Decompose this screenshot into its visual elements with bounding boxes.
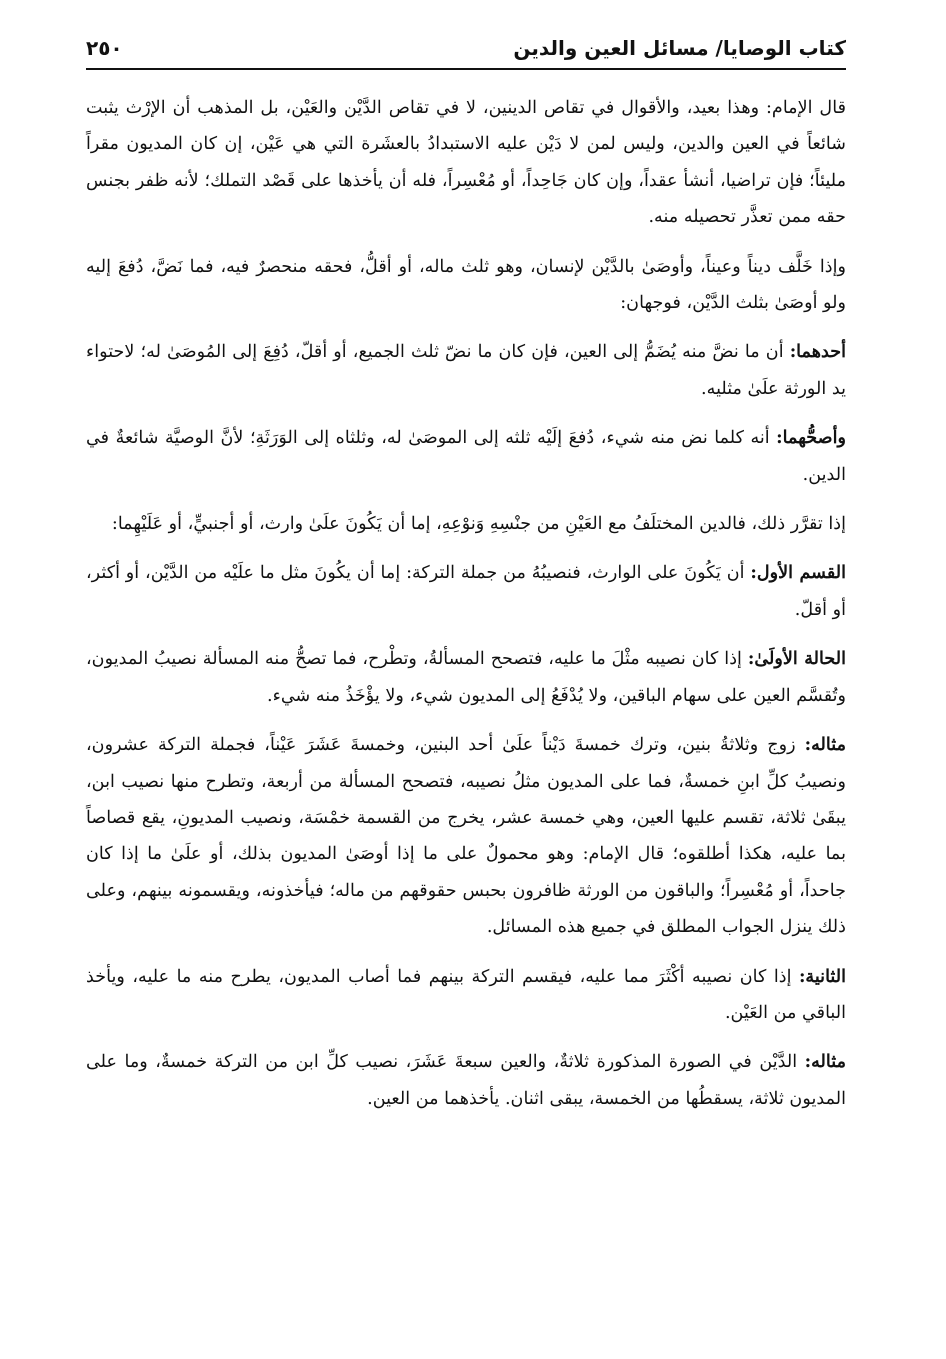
paragraph-text: إذا كان نصيبه أكْثَرَ مما عليه، فيقسم التركة بينهم فما أصاب المديون، يطرح منه ما عليه، ويأخذ الباقي من العَيْن. — [86, 966, 846, 1023]
paragraph-lead: مثاله: — [804, 1051, 846, 1073]
paragraph-lead: القسم الأول: — [750, 562, 847, 584]
paragraph-first-example — [86, 727, 846, 945]
paragraph-text: أن ما نضَّ منه يُضَمُّ إلى العين، فإن كان ما نضّ ثلث الجميع، أو أقلّ، دُفِعَ إلى المُوصَىٰ له؛ لاحتواء يد الورثة علَىٰ مثليه. — [86, 342, 846, 399]
paragraph-lead: وأصحُّهما: — [776, 427, 846, 449]
running-title: كتاب الوصايا/ مسائل العين والدين — [513, 36, 846, 60]
paragraph-text: زوج وثلاثةُ بنين، وترك خمسةَ دَيْناً علَىٰ أحد البنين، وخمسةَ عَشَرَ عَيْناً، فجملة التركة عشرون، ونصيبُ كلِّ ابنِ خمسةٌ، فما على المديون مثلُ نصيبه، فتصحح المسألة من أربعة، وتطرح منها نصيب ابن، يبقَىٰ ثلاثة، تقسم عليها العين، وهي خمسة عشر، يخرج من القسمة خمْسَة، ونصيب المديونِ، يقع قصاصاً بما عليه، هكذا أطلقوه؛ قال الإمام: وهو محمولٌ على ما إذا أوصَىٰ المديون بذلك، أو علَىٰ ما إذا كان جاحداً، أو مُعْسِراً؛ والباقون من الورثة ظافرون بحبس حقوقهم من ماله؛ فيأخذونه، ويقسمونه بينهم، وعلى ذلك ينزل الجواب المطلق في جميع هذه المسائل. — [86, 735, 846, 938]
paragraph-lead: مثاله: — [804, 734, 846, 756]
paragraph-division — [86, 506, 846, 542]
paragraph-text: إذا تقرَّر ذلك، فالدين المختلَفُ مع العَيْنِ من جنْسِهِ وَنوْعِهِ، إما أن يَكُونَ علَىٰ وارث، أو أجنبيٍّ، أو عَلَيْهِما: — [111, 514, 846, 535]
book-page — [86, 28, 846, 1328]
paragraph-text: أنه كلما نض منه شيء، دُفعَ إلَيْه ثلثه إلى الموصَىٰ له، وثلثاه إلى الوَرَثَةِ؛ لأنَّ الوصيَّة شائعةٌ في الدين. — [86, 428, 846, 485]
paragraph-first-case — [86, 641, 846, 714]
paragraph-imam-opinion — [86, 90, 846, 236]
paragraph-text: قال الإمام: وهذا بعيد، والأقوال في تقاص الدينين، لا في تقاص الدَّيْن والعَيْن، بل المذهب أن الإرْث يثبت شائعاً في العين والدين، وليس لمن لا دَيْن عليه الاستبدادُ بالعشَرة التي هي عَيْن، إن كان المديون مقراً مليئاً؛ فإن تراضيا، أنشأ عقداً، وإن كان جَاحِداً، أو مُعْسِراً، فله أن يأخذها على قَصْد التملك؛ لأنه ظفر بجنس حقه ممن تعذَّر تحصيله منه. — [86, 98, 846, 228]
paragraph-lead: الثانية: — [798, 965, 846, 987]
paragraph-lead: أحدهما: — [789, 341, 846, 363]
paragraph-first-section — [86, 555, 846, 628]
paragraph-text: أن يَكُونَ على الوارث، فنصيبُهُ من جملة التركة: إما أن يكُونَ مثل ما علَيْه من الدَّيْن، أو أكثر، أو أقلّ. — [86, 563, 846, 620]
running-header — [86, 28, 846, 70]
paragraph-text: وإذا خَلَّف ديناً وعيناً، وأوصَىٰ بالدَّيْن لإنسان، وهو ثلث ماله، أو أقلُّ، فحقه منحصرٌ فيه، فما نَضَّ، دُفعَ إليه ولو أوصَىٰ بثلث الدَّيْن، فوجهان: — [86, 256, 846, 314]
body-text — [86, 90, 846, 1117]
paragraph-second-view — [86, 420, 846, 493]
paragraph-text: الدَّيْن في الصورة المذكورة ثلاثةٌ، والعين سبعةَ عَشَرَ، نصيب كلِّ ابن من التركة خمسةٌ، وما على المديون ثلاثة، يسقطُها من الخمسة، يبقى اثنان. يأخذهما من العين. — [86, 1052, 846, 1109]
paragraph-second-example — [86, 1044, 846, 1117]
paragraph-first-view — [86, 334, 846, 407]
paragraph-text: إذا كان نصيبه مثْلَ ما عليه، فتصحح المسألةُ، وتطْرح، فما تصحُّ منه المسألة نصيبُ المديون، وتُقسَّم العين على سهام الباقين، ولا يُدْفَعُ إلى المديون شيء، ولا يؤْخَذُ منه شيء. — [86, 649, 846, 706]
page-number: ٢٥٠ — [86, 36, 123, 60]
paragraph-bequest-debt — [86, 249, 846, 322]
paragraph-second-case — [86, 959, 846, 1032]
paragraph-lead: الحالة الأولَىٰ: — [747, 648, 846, 670]
